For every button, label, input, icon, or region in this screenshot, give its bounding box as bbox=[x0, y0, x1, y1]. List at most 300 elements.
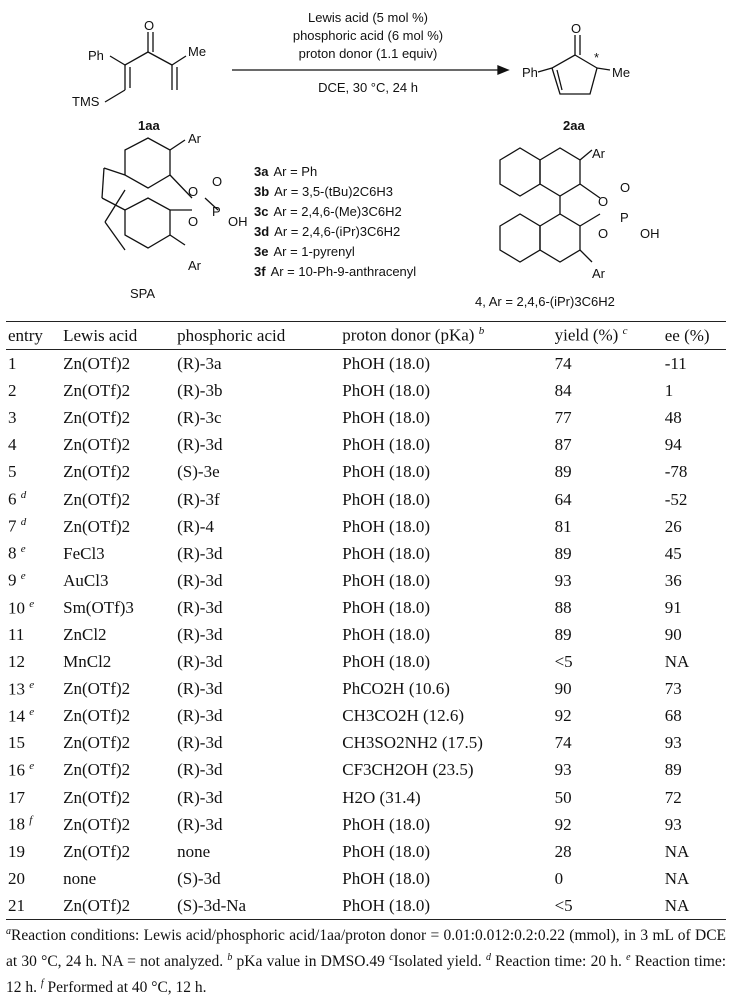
cell-phosphoric-acid-text: (R)-3d bbox=[177, 760, 223, 780]
cell-lewis-acid-text: Zn(OTf)2 bbox=[63, 841, 131, 861]
cell-lewis-acid-text: MnCl2 bbox=[63, 652, 112, 672]
cell-yield bbox=[553, 675, 663, 702]
cell-phosphoric-acid bbox=[175, 648, 340, 675]
cell-entry-note: e bbox=[20, 543, 26, 556]
cell-phosphoric-acid-text: (R)-3d bbox=[177, 624, 223, 644]
cell-lewis-acid bbox=[61, 702, 175, 729]
spa-ar-bottom: Ar bbox=[188, 258, 201, 273]
cell-phosphoric-acid-text: (R)-3d bbox=[177, 787, 223, 807]
cell-phosphoric-acid bbox=[175, 865, 340, 892]
cell-phosphoric-acid-text: (R)-3d bbox=[177, 679, 223, 699]
cell-ee-text: 26 bbox=[664, 516, 682, 536]
cell-phosphoric-acid bbox=[175, 404, 340, 431]
binol-ar-bottom: Ar bbox=[592, 266, 605, 281]
cell-lewis-acid-text: Zn(OTf)2 bbox=[63, 435, 131, 455]
cell-proton-donor-text: PhOH (18.0) bbox=[342, 570, 431, 590]
catalyst-3f-id: 3f bbox=[254, 264, 266, 279]
cell-lewis-acid bbox=[61, 621, 175, 648]
cell-lewis-acid bbox=[61, 485, 175, 512]
table-row bbox=[6, 404, 726, 431]
cell-yield-text: 90 bbox=[554, 679, 572, 699]
product-2aa-structure bbox=[522, 21, 630, 133]
cell-yield-text: <5 bbox=[554, 652, 573, 672]
cell-entry-note: d bbox=[20, 516, 27, 529]
cell-lewis-acid-text: FeCl3 bbox=[63, 543, 105, 563]
binol-o-top: O bbox=[598, 194, 609, 209]
cell-yield bbox=[553, 729, 663, 756]
catalyst-3a-id: 3a bbox=[254, 164, 269, 179]
footnote-b: pKa value in DMSO.49 bbox=[236, 953, 385, 971]
cell-proton-donor-text: CH3SO2NH2 (17.5) bbox=[342, 733, 483, 753]
footnote-c: Isolated yield. bbox=[393, 953, 482, 971]
catalyst-3a-desc: Ar = Ph bbox=[273, 164, 318, 179]
table-row bbox=[6, 350, 726, 378]
cell-ee-text: 89 bbox=[664, 760, 682, 780]
cell-proton-donor bbox=[340, 404, 552, 431]
cell-lewis-acid bbox=[61, 892, 175, 920]
cell-proton-donor bbox=[340, 485, 552, 512]
cell-yield bbox=[553, 702, 663, 729]
cell-proton-donor-text: PhOH (18.0) bbox=[342, 543, 431, 563]
spa-o-top: O bbox=[188, 184, 199, 199]
cell-phosphoric-acid-text: (R)-3f bbox=[177, 489, 220, 509]
cell-proton-donor-text: PhOH (18.0) bbox=[342, 354, 431, 374]
cell-phosphoric-acid-text: (R)-3c bbox=[177, 408, 222, 428]
catalyst-3d-desc: Ar = 2,4,6-(iPr)3C6H2 bbox=[274, 224, 401, 239]
cell-entry-text: 13 bbox=[8, 679, 25, 699]
cell-lewis-acid-text: Zn(OTf)2 bbox=[63, 462, 131, 482]
table-row bbox=[6, 729, 726, 756]
cell-yield bbox=[553, 756, 663, 783]
cell-lewis-acid-text: Zn(OTf)2 bbox=[63, 354, 131, 374]
cell-entry-text: 11 bbox=[8, 624, 25, 644]
cell-phosphoric-acid bbox=[175, 350, 340, 378]
cell-entry-note: e bbox=[29, 760, 35, 773]
product-ph-label: Ph bbox=[522, 65, 538, 80]
cell-entry bbox=[6, 350, 61, 378]
cell-lewis-acid-text: none bbox=[63, 868, 97, 888]
cell-proton-donor bbox=[340, 648, 552, 675]
cell-proton-donor-text: H2O (31.4) bbox=[342, 787, 421, 807]
cell-entry-text: 7 bbox=[8, 516, 17, 536]
cell-phosphoric-acid bbox=[175, 756, 340, 783]
condition-proton-donor: proton donor (1.1 equiv) bbox=[298, 46, 438, 61]
cell-yield-text: 92 bbox=[554, 814, 572, 834]
cell-proton-donor-text: PhOH (18.0) bbox=[342, 841, 431, 861]
cell-proton-donor bbox=[340, 702, 552, 729]
cell-yield bbox=[553, 431, 663, 458]
table-row bbox=[6, 540, 726, 567]
cell-proton-donor bbox=[340, 431, 552, 458]
cell-ee bbox=[663, 404, 726, 431]
cell-yield bbox=[553, 838, 663, 865]
cell-lewis-acid bbox=[61, 458, 175, 485]
cell-entry-text: 2 bbox=[8, 381, 17, 401]
cell-entry-text: 14 bbox=[8, 706, 25, 726]
cell-lewis-acid bbox=[61, 350, 175, 378]
cell-ee bbox=[663, 648, 726, 675]
cell-lewis-acid bbox=[61, 404, 175, 431]
cell-entry bbox=[6, 621, 61, 648]
cell-proton-donor bbox=[340, 784, 552, 811]
cell-proton-donor-text: PhOH (18.0) bbox=[342, 895, 431, 915]
cell-lewis-acid bbox=[61, 594, 175, 621]
svg-text:3eAr = 1-pyrenyl bbox=[254, 244, 355, 259]
cell-lewis-acid-text: ZnCl2 bbox=[63, 624, 107, 644]
substrate-me-label: Me bbox=[188, 44, 207, 59]
binol-structure bbox=[475, 146, 660, 309]
catalyst-3b-desc: Ar = 3,5-(tBu)2C6H3 bbox=[274, 184, 394, 199]
footnote-c-marker: c bbox=[389, 952, 394, 964]
cell-ee bbox=[663, 892, 726, 920]
cell-yield-text: 77 bbox=[554, 408, 572, 428]
cell-yield-text: <5 bbox=[554, 895, 573, 915]
table-header-row bbox=[6, 322, 726, 350]
cell-proton-donor bbox=[340, 513, 552, 540]
cell-entry bbox=[6, 648, 61, 675]
cell-ee-text: 36 bbox=[664, 570, 682, 590]
binol-oh: OH bbox=[640, 226, 660, 241]
cell-lewis-acid bbox=[61, 567, 175, 594]
cell-entry bbox=[6, 784, 61, 811]
spa-p: P bbox=[212, 204, 221, 219]
catalyst-list bbox=[254, 164, 416, 279]
cell-entry-note: e bbox=[20, 570, 26, 583]
cell-yield bbox=[553, 892, 663, 920]
cell-lewis-acid bbox=[61, 377, 175, 404]
catalyst-3e-desc: Ar = 1-pyrenyl bbox=[273, 244, 355, 259]
cell-entry bbox=[6, 594, 61, 621]
cell-entry-text: 12 bbox=[8, 652, 25, 672]
cell-ee-text: 1 bbox=[664, 381, 674, 401]
cell-yield bbox=[553, 594, 663, 621]
cell-entry-text: 3 bbox=[8, 408, 17, 428]
cell-entry bbox=[6, 513, 61, 540]
svg-text:3fAr = 10-Ph-9-anthracenyl bbox=[254, 264, 416, 279]
cell-yield-text: 89 bbox=[554, 462, 572, 482]
table-row bbox=[6, 838, 726, 865]
spa-oh: OH bbox=[228, 214, 248, 229]
cell-ee bbox=[663, 431, 726, 458]
cell-entry-text: 1 bbox=[8, 354, 17, 374]
cell-yield bbox=[553, 404, 663, 431]
cell-proton-donor bbox=[340, 621, 552, 648]
cell-yield-text: 28 bbox=[554, 841, 572, 861]
cell-ee bbox=[663, 485, 726, 512]
cell-yield-text: 50 bbox=[554, 787, 572, 807]
cell-yield-text: 64 bbox=[554, 489, 572, 509]
cell-lewis-acid bbox=[61, 431, 175, 458]
cell-entry-text: 4 bbox=[8, 435, 17, 455]
header-yield bbox=[553, 322, 663, 350]
substrate-label: 1aa bbox=[138, 118, 160, 133]
cell-phosphoric-acid bbox=[175, 838, 340, 865]
cell-entry-text: 5 bbox=[8, 462, 17, 482]
catalyst-3d-id: 3d bbox=[254, 224, 270, 239]
cell-ee bbox=[663, 377, 726, 404]
cell-ee bbox=[663, 702, 726, 729]
cell-proton-donor-text: CH3CO2H (12.6) bbox=[342, 706, 465, 726]
cell-entry bbox=[6, 892, 61, 920]
cell-lewis-acid-text: Zn(OTf)2 bbox=[63, 787, 131, 807]
cell-yield-text: 74 bbox=[554, 354, 572, 374]
cell-proton-donor-text: PhCO2H (10.6) bbox=[342, 679, 450, 699]
substrate-o-label: O bbox=[144, 18, 155, 33]
cell-ee-text: 93 bbox=[664, 733, 682, 753]
table-row bbox=[6, 811, 726, 838]
cell-proton-donor bbox=[340, 567, 552, 594]
cell-phosphoric-acid bbox=[175, 702, 340, 729]
spa-ar-top: Ar bbox=[188, 131, 201, 146]
cell-entry-text: 17 bbox=[8, 787, 25, 807]
footnote-a-marker: a bbox=[6, 926, 11, 937]
svg-text:3cAr = 2,4,6-(Me)3C6H2 bbox=[254, 204, 402, 219]
cell-entry-text: 21 bbox=[8, 895, 25, 915]
cell-proton-donor-text: PhOH (18.0) bbox=[342, 868, 431, 888]
table-row bbox=[6, 485, 726, 512]
cell-yield-text: 0 bbox=[554, 868, 564, 888]
product-o-label: O bbox=[571, 21, 582, 36]
cell-ee bbox=[663, 350, 726, 378]
cell-phosphoric-acid bbox=[175, 675, 340, 702]
cell-phosphoric-acid bbox=[175, 811, 340, 838]
cell-yield-text: 88 bbox=[554, 597, 572, 617]
cell-lewis-acid-text: Zn(OTf)2 bbox=[63, 381, 131, 401]
table-row bbox=[6, 756, 726, 783]
cell-proton-donor bbox=[340, 756, 552, 783]
cell-yield bbox=[553, 784, 663, 811]
cell-ee-text: 45 bbox=[664, 543, 682, 563]
cell-proton-donor bbox=[340, 892, 552, 920]
cell-phosphoric-acid-text: (S)-3d bbox=[177, 868, 221, 888]
cell-phosphoric-acid-text: (R)-3b bbox=[177, 381, 223, 401]
cell-entry bbox=[6, 702, 61, 729]
cell-entry-text: 16 bbox=[8, 760, 25, 780]
cell-entry-note: e bbox=[29, 678, 35, 691]
table-row bbox=[6, 458, 726, 485]
table-row bbox=[6, 621, 726, 648]
cell-phosphoric-acid bbox=[175, 377, 340, 404]
substrate-1aa-structure bbox=[72, 18, 206, 133]
cell-proton-donor-text: PhOH (18.0) bbox=[342, 408, 431, 428]
footnote-f: Performed at 40 °C, 12 h. bbox=[47, 979, 207, 997]
svg-text:3aAr = Ph bbox=[254, 164, 317, 179]
cell-entry-note: d bbox=[20, 489, 27, 502]
cell-entry bbox=[6, 404, 61, 431]
footnote-d-marker: d bbox=[485, 952, 491, 964]
cell-yield bbox=[553, 485, 663, 512]
cell-yield bbox=[553, 458, 663, 485]
footnote-a: Reaction conditions: Lewis acid/phosphoric acid/1aa/proton donor = 0.01:0.012:0.2:0.22 (mmol), in 3 mL of DCE at 30 °C, 24 h. NA = not analyzed. bbox=[6, 927, 726, 971]
cell-phosphoric-acid bbox=[175, 431, 340, 458]
cell-phosphoric-acid bbox=[175, 892, 340, 920]
table-row bbox=[6, 784, 726, 811]
cell-proton-donor bbox=[340, 811, 552, 838]
cell-entry bbox=[6, 377, 61, 404]
substrate-tms-label: TMS bbox=[72, 94, 100, 109]
cell-entry bbox=[6, 756, 61, 783]
table-body bbox=[6, 350, 726, 920]
cell-ee-text: NA bbox=[664, 868, 690, 888]
cell-proton-donor bbox=[340, 675, 552, 702]
cell-entry bbox=[6, 567, 61, 594]
cell-lewis-acid bbox=[61, 838, 175, 865]
cell-entry-text: 15 bbox=[8, 733, 25, 753]
catalyst-3c-id: 3c bbox=[254, 204, 269, 219]
table-row bbox=[6, 892, 726, 920]
cell-entry-note: f bbox=[29, 814, 33, 827]
catalyst-3e-id: 3e bbox=[254, 244, 269, 259]
cell-proton-donor bbox=[340, 350, 552, 378]
cell-ee-text: 68 bbox=[664, 706, 682, 726]
cell-ee bbox=[663, 865, 726, 892]
header-proton-donor-note: b bbox=[478, 325, 485, 338]
cell-yield-text: 93 bbox=[554, 570, 572, 590]
table-row bbox=[6, 567, 726, 594]
cell-yield-text: 81 bbox=[554, 516, 572, 536]
cell-phosphoric-acid-text: (R)-4 bbox=[177, 516, 214, 536]
cell-lewis-acid bbox=[61, 540, 175, 567]
cell-phosphoric-acid-text: (S)-3d-Na bbox=[177, 895, 247, 915]
condition-solvent-temp: DCE, 30 °C, 24 h bbox=[318, 80, 418, 95]
header-phosphoric-acid: phosphoric acid bbox=[177, 325, 286, 345]
cell-phosphoric-acid-text: (R)-3d bbox=[177, 435, 223, 455]
spa-o-double: O bbox=[212, 174, 223, 189]
cell-ee-text: 73 bbox=[664, 679, 682, 699]
cell-lewis-acid-text: Zn(OTf)2 bbox=[63, 733, 131, 753]
cell-phosphoric-acid bbox=[175, 540, 340, 567]
table-footnotes bbox=[6, 921, 726, 999]
cell-phosphoric-acid bbox=[175, 567, 340, 594]
svg-text:3bAr = 3,5-(tBu)2C6H3 bbox=[254, 184, 393, 199]
cell-proton-donor-text: PhOH (18.0) bbox=[342, 435, 431, 455]
cell-entry-text: 20 bbox=[8, 868, 25, 888]
cell-yield-text: 92 bbox=[554, 706, 572, 726]
cell-proton-donor-text: PhOH (18.0) bbox=[342, 814, 431, 834]
cell-ee-text: 91 bbox=[664, 597, 682, 617]
cell-entry bbox=[6, 485, 61, 512]
cell-proton-donor-text: PhOH (18.0) bbox=[342, 597, 431, 617]
cell-yield bbox=[553, 865, 663, 892]
cell-phosphoric-acid bbox=[175, 621, 340, 648]
cell-ee-text: 72 bbox=[664, 787, 682, 807]
cell-phosphoric-acid bbox=[175, 513, 340, 540]
cell-lewis-acid-text: AuCl3 bbox=[63, 570, 109, 590]
footnote-b-marker: b bbox=[227, 952, 233, 964]
cell-lewis-acid-text: Zn(OTf)2 bbox=[63, 489, 131, 509]
cell-ee bbox=[663, 458, 726, 485]
cell-entry-text: 10 bbox=[8, 598, 25, 618]
cell-phosphoric-acid-text: (R)-3d bbox=[177, 652, 223, 672]
cell-yield-text: 87 bbox=[554, 435, 572, 455]
cell-ee-text: -11 bbox=[664, 354, 687, 374]
table-row bbox=[6, 702, 726, 729]
cell-ee bbox=[663, 675, 726, 702]
cell-ee bbox=[663, 811, 726, 838]
cell-yield-text: 84 bbox=[554, 381, 572, 401]
cell-phosphoric-acid-text: (R)-3d bbox=[177, 814, 223, 834]
cell-lewis-acid bbox=[61, 648, 175, 675]
cell-ee-text: 94 bbox=[664, 435, 682, 455]
cell-yield bbox=[553, 621, 663, 648]
substrate-ph-label: Ph bbox=[88, 48, 104, 63]
header-proton-donor-text: proton donor (pKa) bbox=[342, 325, 475, 345]
cell-ee bbox=[663, 567, 726, 594]
cell-ee-text: NA bbox=[664, 895, 690, 915]
cell-lewis-acid bbox=[61, 811, 175, 838]
cell-ee bbox=[663, 540, 726, 567]
cell-phosphoric-acid bbox=[175, 729, 340, 756]
table-row bbox=[6, 675, 726, 702]
cell-phosphoric-acid-text: (R)-3d bbox=[177, 570, 223, 590]
cell-lewis-acid bbox=[61, 784, 175, 811]
cell-lewis-acid-text: Zn(OTf)2 bbox=[63, 895, 131, 915]
cell-yield-text: 89 bbox=[554, 543, 572, 563]
cell-ee bbox=[663, 756, 726, 783]
footnote-f-marker: f bbox=[40, 978, 44, 990]
cell-entry bbox=[6, 865, 61, 892]
cell-proton-donor-text: PhOH (18.0) bbox=[342, 381, 431, 401]
cell-phosphoric-acid-text: none bbox=[177, 841, 211, 861]
cell-phosphoric-acid-text: (R)-3d bbox=[177, 597, 223, 617]
cell-ee bbox=[663, 594, 726, 621]
cell-entry-note: e bbox=[29, 597, 35, 610]
cell-yield bbox=[553, 648, 663, 675]
header-yield-text: yield (%) bbox=[554, 325, 619, 345]
cell-lewis-acid bbox=[61, 675, 175, 702]
table-row bbox=[6, 431, 726, 458]
cell-phosphoric-acid-text: (R)-3a bbox=[177, 354, 222, 374]
table-row bbox=[6, 594, 726, 621]
cell-ee-text: 90 bbox=[664, 624, 682, 644]
cell-lewis-acid-text: Zn(OTf)2 bbox=[63, 814, 131, 834]
cell-entry-text: 19 bbox=[8, 841, 25, 861]
cell-proton-donor-text: PhOH (18.0) bbox=[342, 624, 431, 644]
cell-phosphoric-acid-text: (S)-3e bbox=[177, 462, 220, 482]
binol-o-double: O bbox=[620, 180, 631, 195]
binol-p: P bbox=[620, 210, 629, 225]
catalyst-3f-desc: Ar = 10-Ph-9-anthracenyl bbox=[270, 264, 417, 279]
header-entry: entry bbox=[8, 325, 43, 345]
cell-ee bbox=[663, 784, 726, 811]
binol-label: 4, Ar = 2,4,6-(iPr)3C6H2 bbox=[475, 294, 615, 309]
footnote-e-marker: e bbox=[626, 952, 631, 964]
footnote-d: Reaction time: 20 h. bbox=[495, 953, 622, 971]
cell-lewis-acid-text: Sm(OTf)3 bbox=[63, 597, 134, 617]
cell-entry-text: 8 bbox=[8, 544, 17, 564]
product-me-label: Me bbox=[612, 65, 631, 80]
cell-proton-donor-text: PhOH (18.0) bbox=[342, 462, 431, 482]
spa-structure bbox=[102, 131, 248, 301]
cell-entry-text: 18 bbox=[8, 814, 25, 834]
cell-lewis-acid bbox=[61, 865, 175, 892]
catalyst-3c-desc: Ar = 2,4,6-(Me)3C6H2 bbox=[273, 204, 402, 219]
cell-phosphoric-acid-text: (R)-3d bbox=[177, 733, 223, 753]
cell-lewis-acid-text: Zn(OTf)2 bbox=[63, 516, 131, 536]
cell-lewis-acid-text: Zn(OTf)2 bbox=[63, 408, 131, 428]
cell-ee bbox=[663, 621, 726, 648]
cell-proton-donor bbox=[340, 377, 552, 404]
svg-text:3dAr = 2,4,6-(iPr)3C6H2 bbox=[254, 224, 400, 239]
cell-yield-text: 89 bbox=[554, 624, 572, 644]
cell-yield bbox=[553, 540, 663, 567]
cell-phosphoric-acid-text: (R)-3d bbox=[177, 706, 223, 726]
cell-phosphoric-acid bbox=[175, 594, 340, 621]
cell-ee-text: -78 bbox=[664, 462, 688, 482]
header-ee: ee (%) bbox=[664, 325, 710, 345]
cell-entry bbox=[6, 675, 61, 702]
cell-yield bbox=[553, 350, 663, 378]
